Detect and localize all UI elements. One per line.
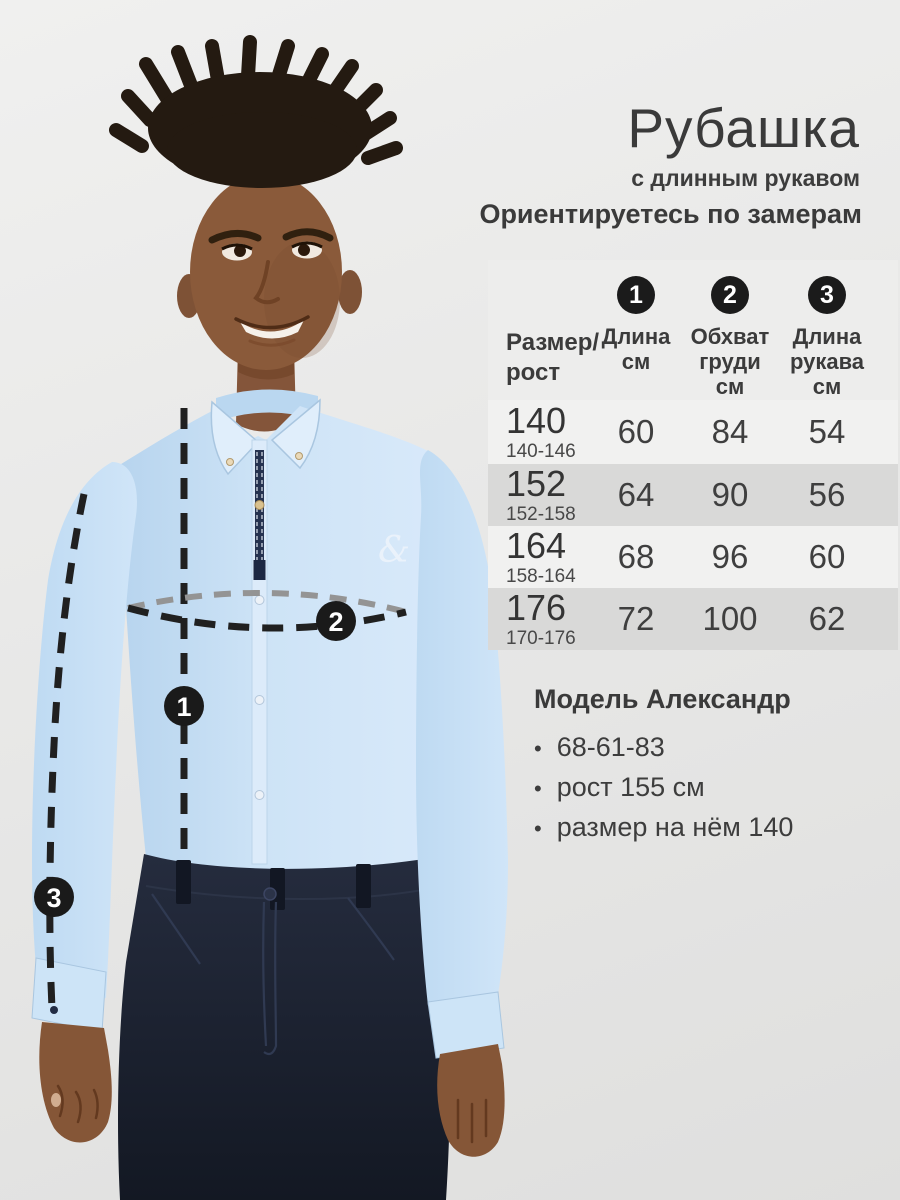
model-info bbox=[534, 684, 793, 848]
table-row bbox=[488, 464, 898, 526]
left-hand bbox=[39, 1022, 111, 1142]
sleeve-value: 62 bbox=[808, 600, 846, 637]
cuff-button bbox=[50, 1006, 58, 1014]
bullet-icon: • bbox=[534, 776, 542, 801]
table-row bbox=[488, 526, 898, 588]
height-range: 158-164 bbox=[506, 565, 576, 587]
brand-embroidery-logo: & bbox=[378, 530, 411, 571]
marker-1-label: 1 bbox=[176, 692, 192, 722]
shirt-button bbox=[255, 791, 264, 800]
sleeve-value: 60 bbox=[808, 538, 846, 575]
size-value: 176 bbox=[506, 586, 567, 628]
size-table-header bbox=[488, 260, 898, 400]
shirt-button bbox=[255, 501, 264, 510]
bullet-icon: • bbox=[534, 736, 542, 761]
model-info-heading: Модель Александр bbox=[534, 684, 791, 714]
size-value: 164 bbox=[506, 524, 567, 566]
height-range: 170-176 bbox=[506, 627, 576, 649]
shirt-button bbox=[255, 596, 264, 605]
page-subtitle: с длинным рукавом bbox=[631, 164, 860, 191]
model-info-list bbox=[534, 728, 793, 848]
title-block bbox=[627, 97, 860, 192]
iris-right bbox=[298, 244, 310, 256]
bullet-icon: • bbox=[534, 816, 542, 841]
length-value: 72 bbox=[617, 600, 655, 637]
length-value: 68 bbox=[617, 538, 655, 575]
list-item bbox=[534, 808, 793, 848]
collar-button bbox=[227, 459, 234, 466]
marker-3-label: 3 bbox=[46, 883, 62, 913]
size-table bbox=[488, 260, 898, 650]
sleeve-value: 54 bbox=[808, 413, 846, 450]
column-header-chest: 2 Обхват груди см bbox=[676, 260, 784, 400]
pants-button bbox=[264, 888, 276, 900]
chest-value: 100 bbox=[702, 600, 758, 637]
length-value: 60 bbox=[617, 413, 655, 450]
marker-3-header-badge: 3 bbox=[808, 276, 846, 314]
collar-button bbox=[296, 453, 303, 460]
placket-tag bbox=[254, 560, 266, 580]
belt-loop bbox=[176, 860, 191, 904]
sleeve-value: 56 bbox=[808, 476, 846, 513]
chest-value: 90 bbox=[711, 476, 749, 513]
fingernail bbox=[51, 1093, 61, 1107]
size-column-header: Размер/ рост bbox=[506, 329, 600, 386]
list-item bbox=[534, 728, 793, 768]
column-header-length: 1 Длина см bbox=[596, 260, 676, 400]
marker-1-header-badge: 1 bbox=[617, 276, 655, 314]
table-row bbox=[488, 400, 898, 464]
belt-loop bbox=[356, 864, 371, 908]
size-value: 140 bbox=[506, 399, 567, 441]
hair-crown-lower bbox=[167, 112, 357, 188]
shirt-torso bbox=[118, 406, 435, 879]
model-size: размер на нём 140 bbox=[556, 812, 794, 842]
model-measurements: 68-61-83 bbox=[556, 732, 665, 762]
table-row bbox=[488, 588, 898, 650]
length-value: 64 bbox=[617, 476, 655, 513]
instruction-heading: Ориентируетесь по замерам bbox=[479, 199, 862, 229]
marker-2-header-badge: 2 bbox=[711, 276, 749, 314]
page-title: Рубашка bbox=[627, 97, 860, 159]
chest-value: 84 bbox=[711, 413, 749, 450]
model-height: рост 155 см bbox=[556, 772, 705, 802]
size-value: 152 bbox=[506, 462, 567, 504]
chest-value: 96 bbox=[711, 538, 749, 575]
height-range: 152-158 bbox=[506, 503, 576, 525]
height-range: 140-146 bbox=[506, 440, 576, 462]
column-header-sleeve: 3 Длина рукава см bbox=[784, 260, 870, 400]
marker-2-label: 2 bbox=[328, 607, 344, 637]
shirt-button bbox=[255, 696, 264, 705]
boy-figure bbox=[32, 42, 508, 1200]
list-item bbox=[534, 768, 793, 808]
